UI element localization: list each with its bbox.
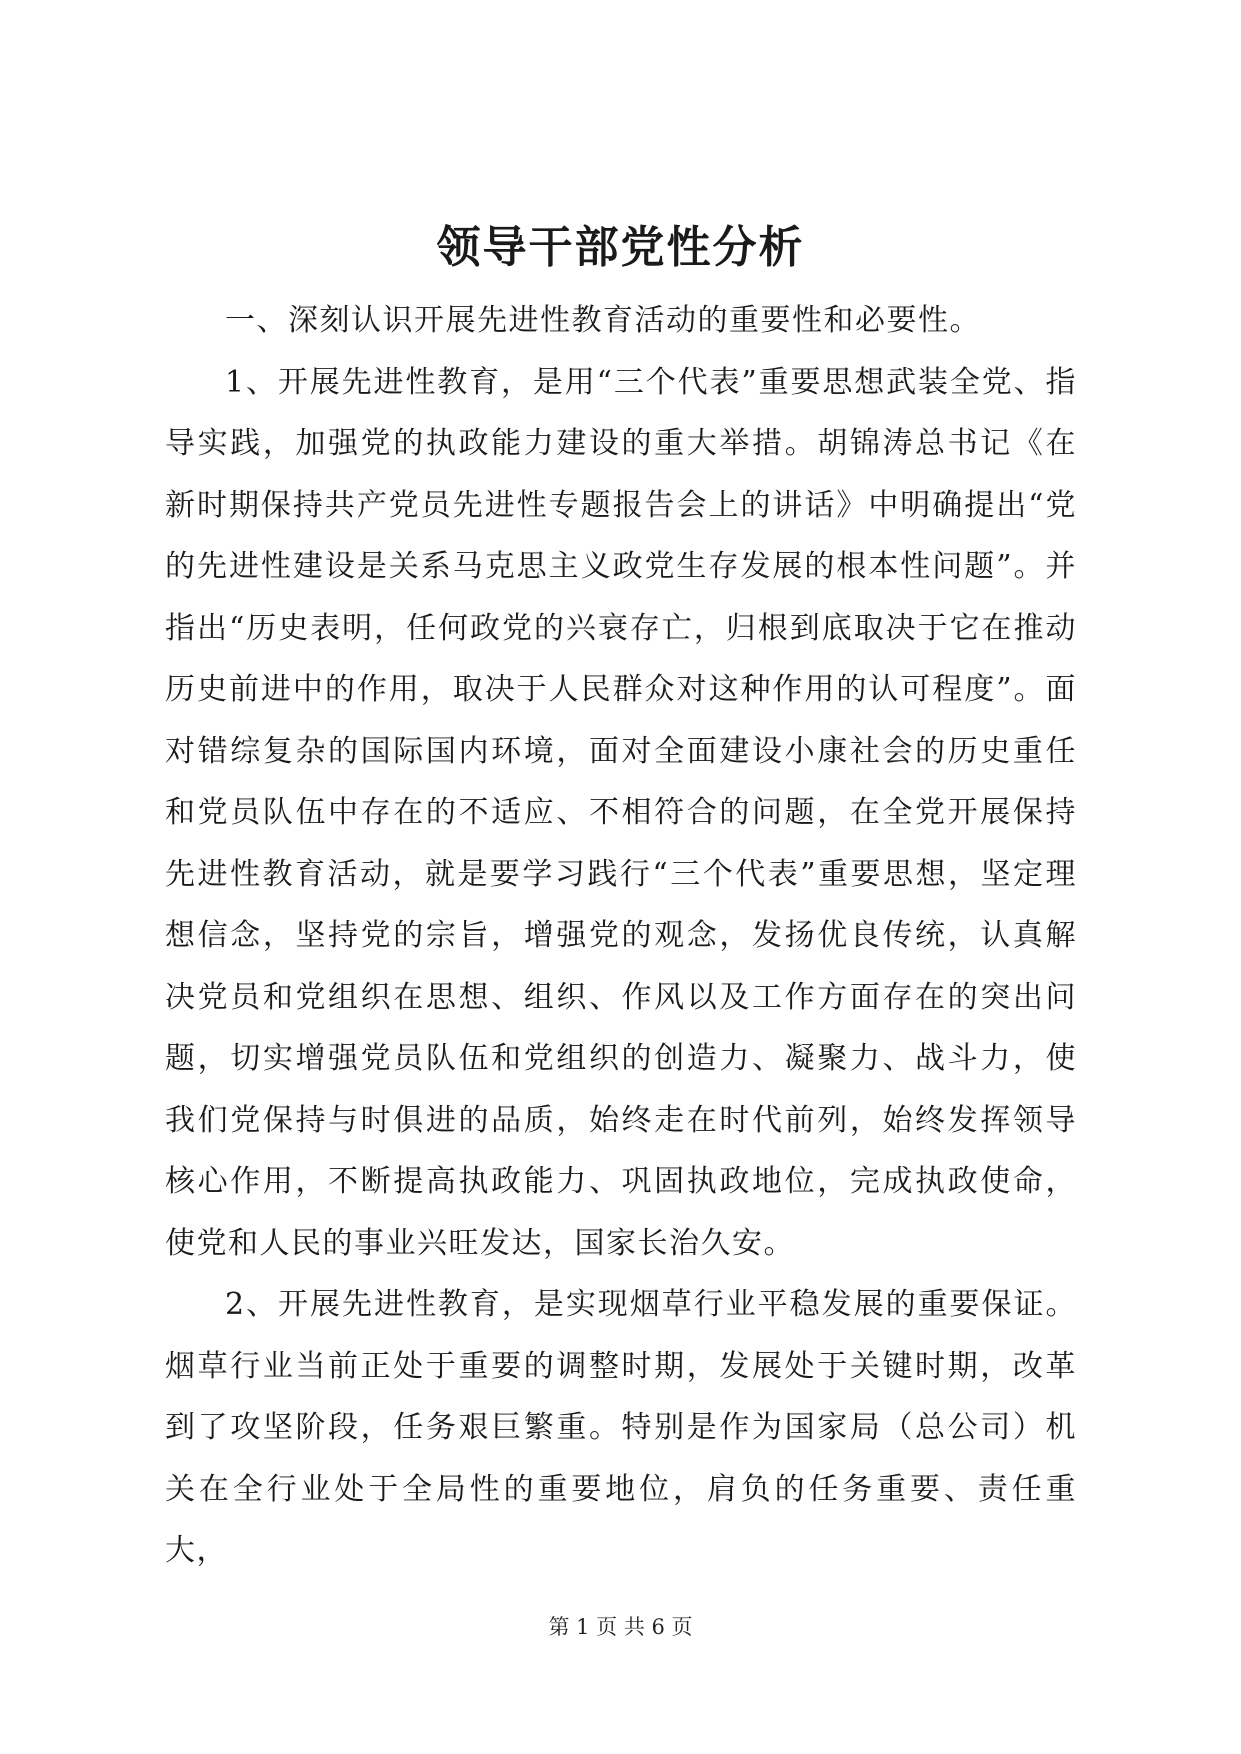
paragraph-1: 1、开展先进性教育，是用“三个代表”重要思想武装全党、指导实践，加强党的执政能力建设的重大举措。胡锦涛总书记《在新时期保持共产党员先进性专题报告会上的讲话》中明确提出“党的先进性建设是关系马克思主义政党生存发展的根本性问题”。并指出“历史表明，任何政党的兴衰存亡，归根到底取决于它在推动历史前进中的作用，取决于人民群众对这种作用的认可程度”。面对错综复杂的国际国内环境，面对全面建设小康社会的历史重任和党员队伍中存在的不适应、不相符合的问题，在全党开展保持先进性教育活动，就是要学习践行“三个代表”重要思想，坚定理想信念，坚持党的宗旨，增强党的观念，发扬优良传统，认真解决党员和党组织在思想、组织、作风以及工作方面存在的突出问题，切实增强党员队伍和党组织的创造力、凝聚力、战斗力，使我们党保持与时俱进的品质，始终走在时代前列，始终发挥领导核心作用，不断提高执政能力、巩固执政地位，完成执政使命，使党和人民的事业兴旺发达，国家长治久安。 — [165, 364, 1077, 1261]
section-heading: 一、深刻认识开展先进性教育活动的重要性和必要性。 — [225, 303, 981, 338]
page-footer: 第 1 页 共 6 页 — [548, 1615, 693, 1639]
document-title: 领导干部党性分析 — [436, 222, 805, 273]
paragraph-2: 2、开展先进性教育，是实现烟草行业平稳发展的重要保证。烟草行业当前正处于重要的调整时期，发展处于关键时期，改革到了攻坚阶段，任务艰巨繁重。特别是作为国家局（总公司）机关在全行业处于全局性的重要地位，肩负的任务重要、责任重大， — [165, 1287, 1077, 1568]
document-body — [165, 290, 1077, 1582]
